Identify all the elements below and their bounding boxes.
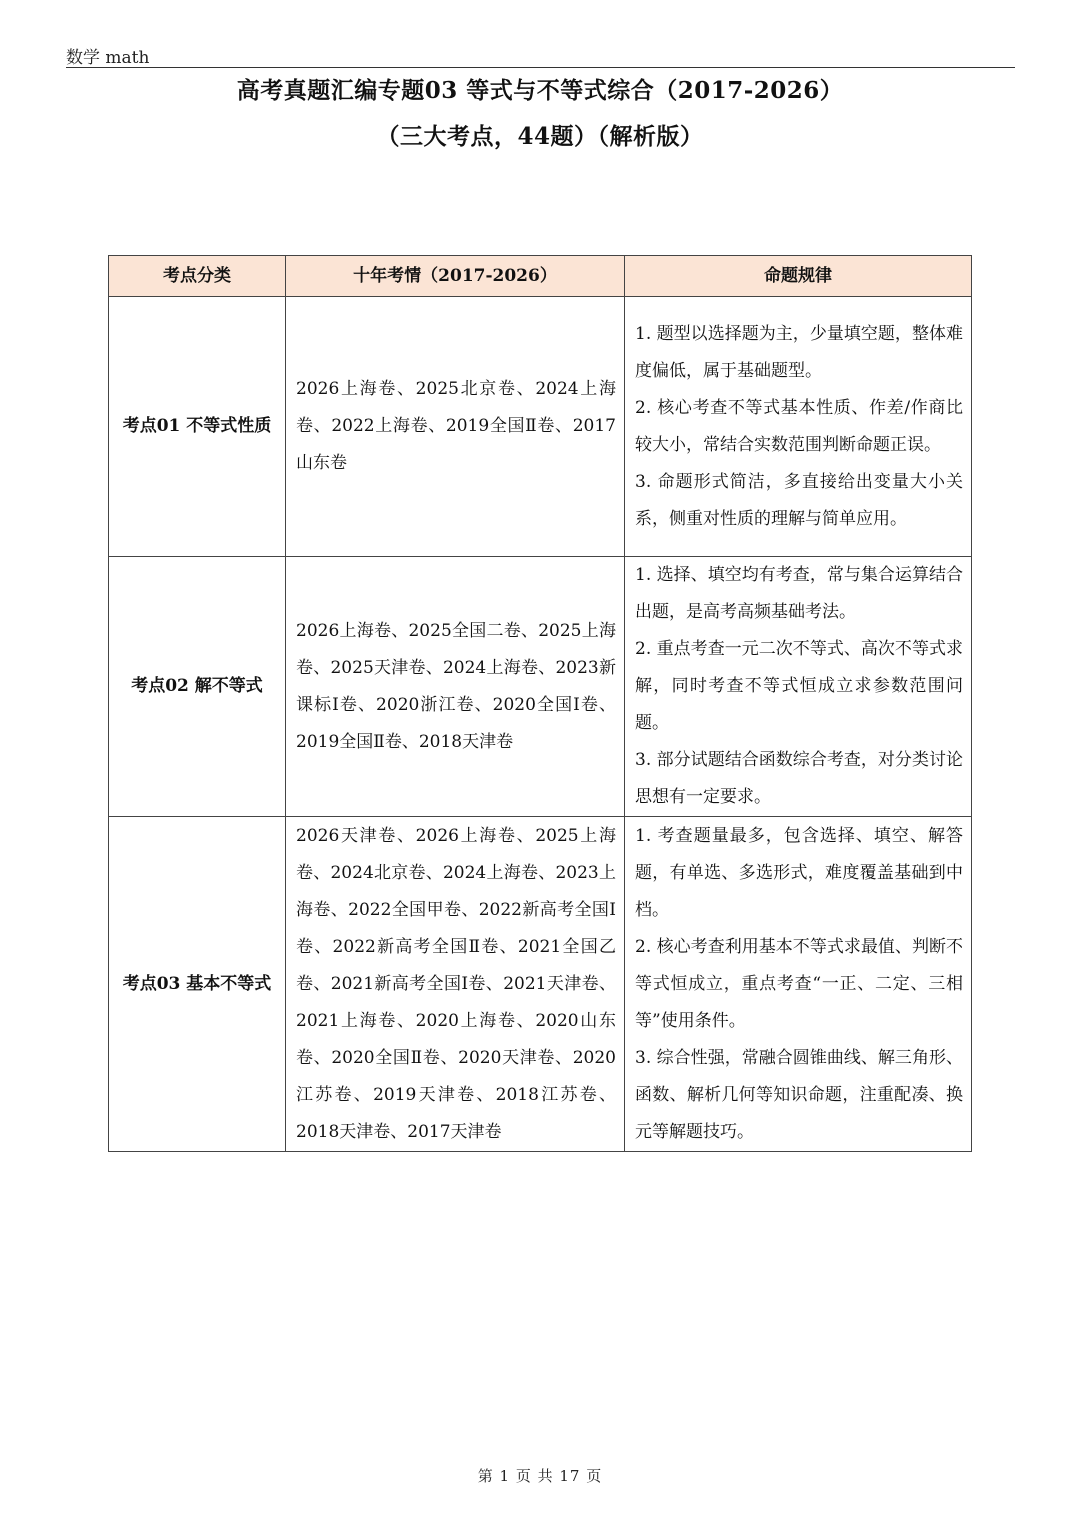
rule-item: 1. 题型以选择题为主，少量填空题，整体难度偏低，属于基础题型。 [635, 323, 963, 381]
rules-cell [625, 297, 972, 557]
years-cell: 2026上海卷、2025全国二卷、2025上海卷、2025天津卷、2024上海卷、2023新课标Ⅰ卷、2020浙江卷、2020全国Ⅰ卷、2019全国Ⅱ卷、2018天津卷 [286, 557, 625, 817]
rules-cell [625, 557, 972, 817]
page-subtitle: （三大考点，44题）（解析版） [376, 123, 704, 150]
column-header-category: 考点分类 [109, 256, 286, 297]
rule-item: 1. 考查题量最多，包含选择、填空、解答题，有单选、多选形式，难度覆盖基础到中档。 [635, 825, 963, 920]
header-label: 数学 math [66, 48, 150, 68]
years-cell: 2026天津卷、2026上海卷、2025上海卷、2024北京卷、2024上海卷、2023上海卷、2022全国甲卷、2022新高考全国Ⅰ卷、2022新高考全国Ⅱ卷、2021全国乙卷、2021新高考全国Ⅰ卷、2021天津卷、2021上海卷、2020上海卷、2020山东卷、2020全国Ⅱ卷、2020天津卷、2020江苏卷、2019天津卷、2018江苏卷、2018天津卷、2017天津卷 [286, 817, 625, 1152]
rule-item: 3. 命题形式简洁，多直接给出变量大小关系，侧重对性质的理解与简单应用。 [635, 471, 963, 529]
rule-item: 3. 综合性强，常融合圆锥曲线、解三角形、函数、解析几何等知识命题，注重配凑、换元等解题技巧。 [635, 1047, 963, 1142]
rule-item: 3. 部分试题结合函数综合考查，对分类讨论思想有一定要求。 [635, 750, 963, 807]
exam-topics-table [108, 255, 972, 1152]
column-header-years: 十年考情（2017-2026） [286, 256, 625, 297]
table-row [109, 297, 972, 557]
table-header-row [109, 256, 972, 297]
page-number-footer: 第 1 页 共 17 页 [477, 1467, 603, 1485]
rules-cell [625, 817, 972, 1152]
rule-item: 1. 选择、填空均有考查，常与集合运算结合出题，是高考高频基础考法。 [635, 565, 963, 622]
category-cell: 考点03 基本不等式 [109, 817, 286, 1152]
rule-item: 2. 核心考查利用基本不等式求最值、判断不等式恒成立，重点考查“一正、二定、三相等”使用条件。 [635, 936, 963, 1031]
table-row [109, 557, 972, 817]
column-header-rules: 命题规律 [625, 256, 972, 297]
page-title: 高考真题汇编专题03 等式与不等式综合（2017-2026） [236, 77, 844, 104]
category-cell: 考点02 解不等式 [109, 557, 286, 817]
category-cell: 考点01 不等式性质 [109, 297, 286, 557]
rule-item: 2. 核心考查不等式基本性质、作差/作商比较大小，常结合实数范围判断命题正误。 [635, 397, 963, 455]
years-cell: 2026上海卷、2025北京卷、2024上海卷、2022上海卷、2019全国Ⅱ卷、2017山东卷 [286, 297, 625, 557]
table-row [109, 817, 972, 1152]
header-divider [66, 67, 1015, 68]
rule-item: 2. 重点考查一元二次不等式、高次不等式求解，同时考查不等式恒成立求参数范围问题。 [635, 639, 963, 733]
